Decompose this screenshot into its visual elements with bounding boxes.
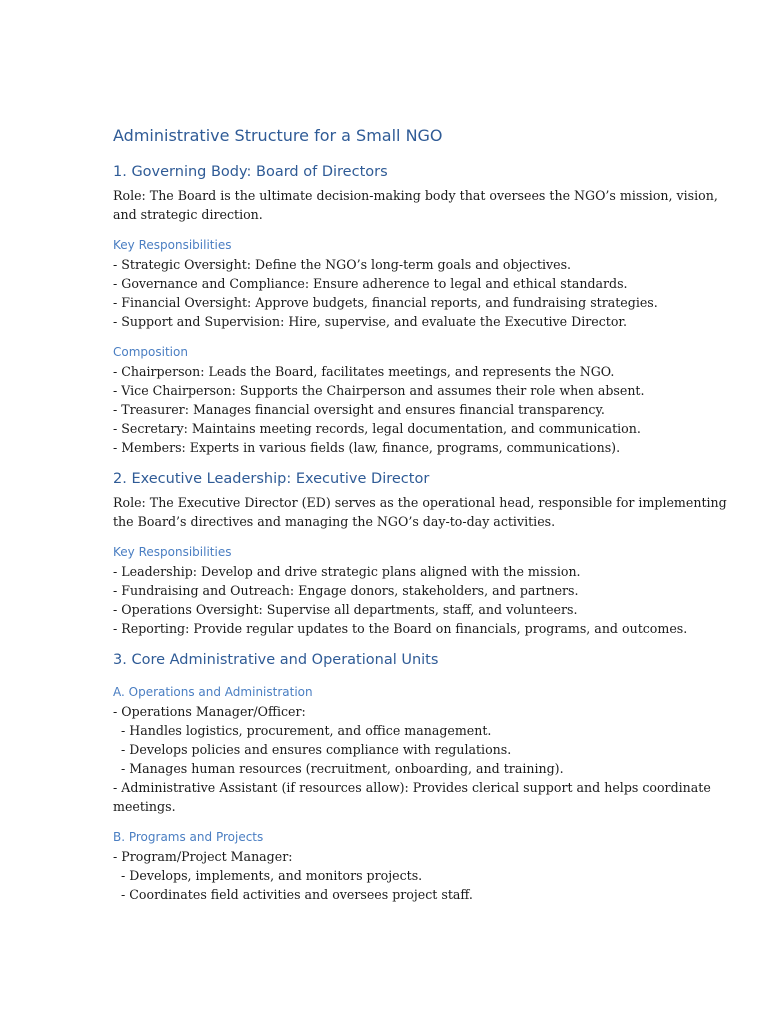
list-item: - Secretary: Maintains meeting records, legal documentation, and communication.	[113, 421, 641, 436]
section-governing-body	[113, 161, 728, 457]
document-title: Administrative Structure for a Small NGO	[113, 126, 443, 145]
list-item: - Coordinates field activities and oversees project staff.	[113, 887, 473, 902]
list-item: - Reporting: Provide regular updates to the Board on financials, programs, and outcomes.	[113, 621, 688, 636]
list-item: - Operations Manager/Officer:	[113, 704, 306, 719]
section-heading: 3. Core Administrative and Operational Units	[113, 652, 439, 668]
list-item: - Fundraising and Outreach: Engage donors, stakeholders, and partners.	[113, 583, 579, 598]
list-item: - Administrative Assistant (if resources allow): Provides clerical support and helps coordinate meetings.	[113, 780, 715, 814]
role-paragraph: Role: The Executive Director (ED) serves as the operational head, responsible for implementing the Board’s directives and managing the NGO’s day-to-day activities.	[113, 495, 731, 529]
list-item: - Financial Oversight: Approve budgets, financial reports, and fundraising strategies.	[113, 295, 658, 310]
list-item: - Develops, implements, and monitors projects.	[113, 868, 423, 883]
list-item: - Vice Chairperson: Supports the Chairperson and assumes their role when absent.	[113, 383, 645, 398]
list-item: - Handles logistics, procurement, and office management.	[113, 723, 492, 738]
list-item: - Program/Project Manager:	[113, 849, 293, 864]
list-item: - Strategic Oversight: Define the NGO’s long-term goals and objectives.	[113, 257, 572, 272]
subheading-key-responsibilities: Key Responsibilities	[113, 545, 232, 559]
list-item: - Support and Supervision: Hire, supervise, and evaluate the Executive Director.	[113, 314, 628, 329]
list-item: - Chairperson: Leads the Board, facilitates meetings, and represents the NGO.	[113, 364, 615, 379]
section-executive-leadership	[113, 468, 731, 638]
subheading-operations: A. Operations and Administration	[113, 685, 313, 699]
list-item: - Develops policies and ensures compliance with regulations.	[113, 742, 512, 757]
list-item: - Operations Oversight: Supervise all departments, staff, and volunteers.	[113, 602, 578, 617]
section-core-units	[113, 649, 728, 904]
subheading-composition: Composition	[113, 345, 188, 359]
subheading-key-responsibilities: Key Responsibilities	[113, 238, 232, 252]
section-heading: 1. Governing Body: Board of Directors	[113, 164, 388, 180]
role-paragraph: Role: The Board is the ultimate decision-making body that oversees the NGO’s mission, vision, and strategic direction.	[113, 188, 722, 222]
section-heading: 2. Executive Leadership: Executive Director	[113, 471, 430, 487]
list-item: - Manages human resources (recruitment, onboarding, and training).	[113, 761, 564, 776]
list-item: - Treasurer: Manages financial oversight and ensures financial transparency.	[113, 402, 605, 417]
list-item: - Leadership: Develop and drive strategic plans aligned with the mission.	[113, 564, 581, 579]
list-item: - Members: Experts in various fields (law, finance, programs, communications).	[113, 440, 621, 455]
subheading-programs: B. Programs and Projects	[113, 830, 264, 844]
list-item: - Governance and Compliance: Ensure adherence to legal and ethical standards.	[113, 276, 628, 291]
